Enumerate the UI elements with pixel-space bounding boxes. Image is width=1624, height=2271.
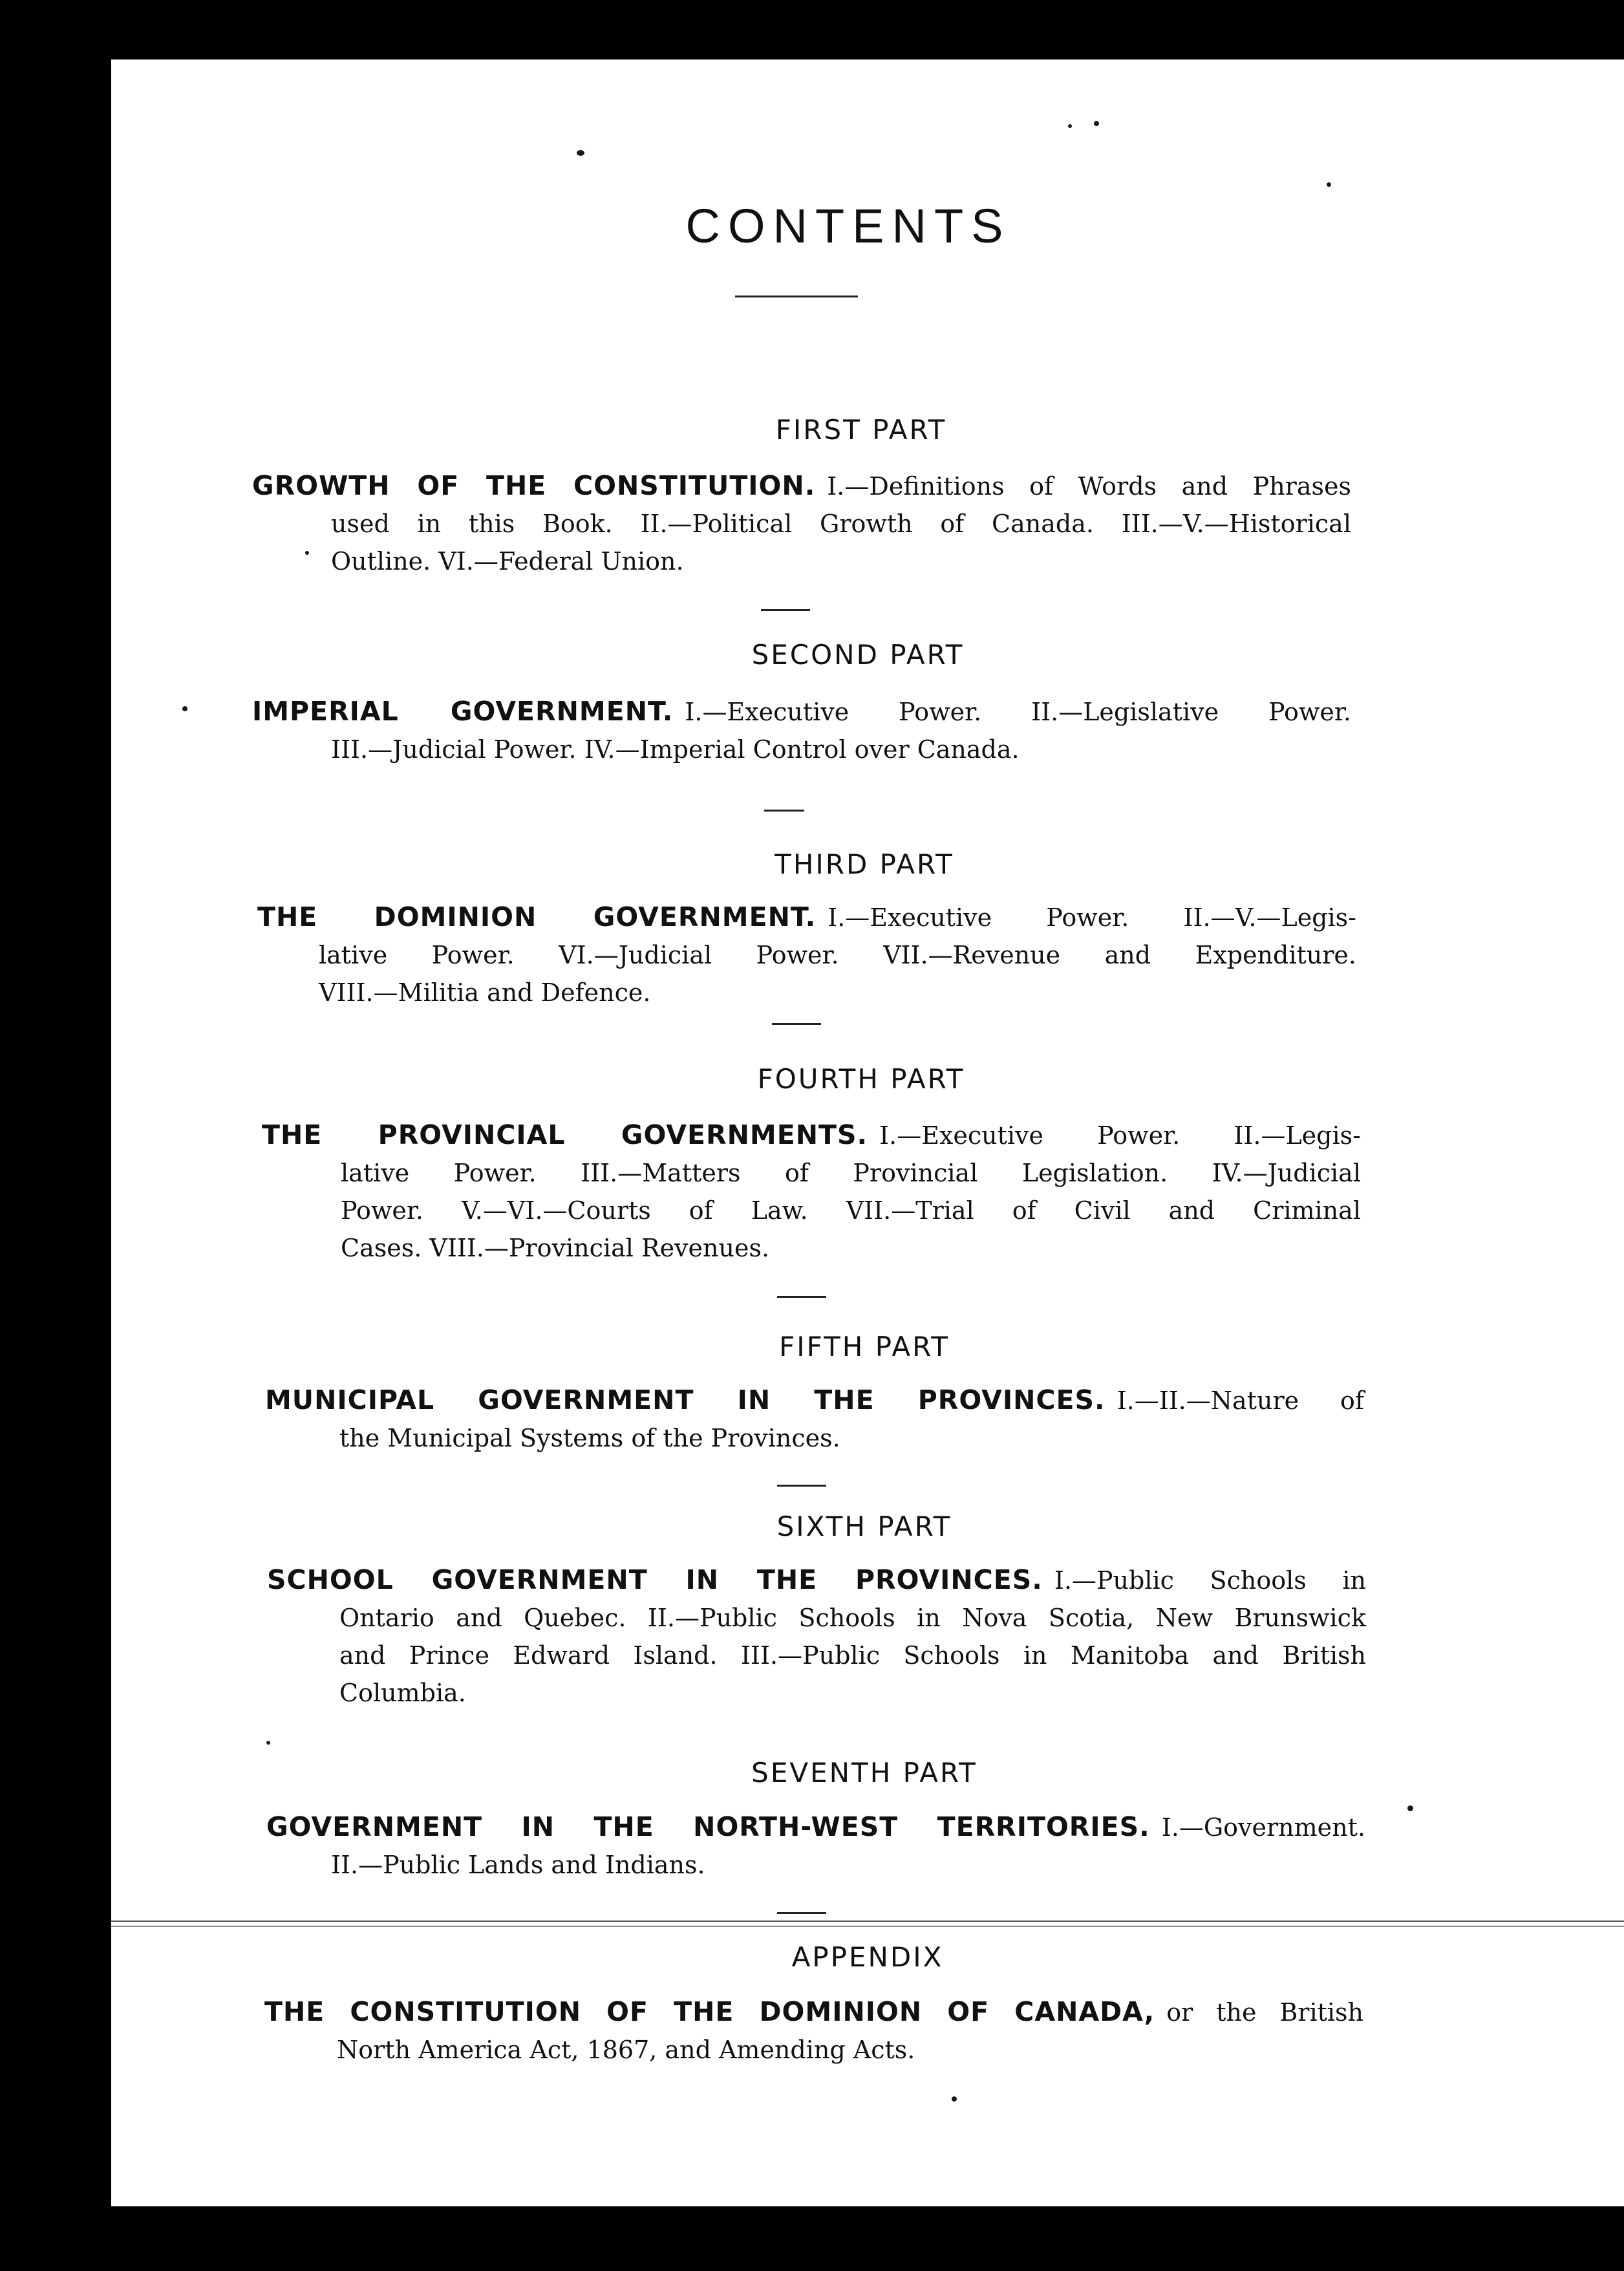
scan-speck — [952, 2096, 957, 2102]
scan-speck — [182, 706, 187, 711]
title-divider — [735, 296, 858, 297]
entry-first-line — [252, 467, 1351, 505]
entry-title: GROWTH OF THE CONSTITUTION. — [252, 470, 816, 501]
part-heading-first: FIRST PART — [775, 414, 947, 446]
part-entry-third — [257, 898, 1356, 1011]
entry-first-line — [257, 898, 1356, 936]
entry-line: Outline. VI.—Federal Union. — [331, 547, 684, 576]
section-divider — [761, 609, 810, 611]
entry-title: THE DOMINION GOVERNMENT. — [257, 901, 817, 932]
section-divider — [777, 1912, 826, 1914]
section-divider — [764, 810, 804, 812]
section-divider — [772, 1023, 821, 1025]
part-entry-seventh — [266, 1808, 1365, 1884]
entry-first-line — [252, 693, 1351, 731]
scan-speck — [577, 150, 584, 156]
entry-first-line — [265, 1381, 1364, 1419]
entry-line: Power. V.—VI.—Courts of Law. VII.—Trial of Civil and Criminal — [341, 1196, 1361, 1225]
scan-speck — [266, 1741, 270, 1745]
entry-text: or the British — [1166, 1998, 1363, 2027]
entry-text: I.—Executive Power. II.—V.—Legis- — [828, 903, 1356, 932]
part-heading-second: SECOND PART — [751, 639, 965, 671]
entry-line: Cases. VIII.—Provincial Revenues. — [341, 1234, 770, 1262]
part-entry-fourth — [262, 1116, 1361, 1267]
entry-line: lative Power. III.—Matters of Provincial Legislation. IV.—Judicial — [341, 1159, 1361, 1187]
entry-line: North America Act, 1867, and Amending Acts. — [337, 2036, 915, 2064]
part-entry-sixth — [267, 1561, 1366, 1712]
entry-title: IMPERIAL GOVERNMENT. — [252, 696, 674, 727]
entry-line: Columbia. — [339, 1679, 466, 1707]
part-heading-fourth: FOURTH PART — [757, 1063, 965, 1095]
part-heading-third: THIRD PART — [775, 848, 954, 880]
part-entry-fifth — [265, 1381, 1364, 1457]
scan-speck — [1094, 121, 1099, 126]
entry-line: used in this Book. II.—Political Growth of Canada. III.—V.—Historical — [331, 510, 1351, 538]
entry-title: THE CONSTITUTION OF THE DOMINION OF CANADA, — [264, 1996, 1155, 2027]
entry-text: I.—II.—Nature of — [1116, 1386, 1365, 1415]
entry-title: THE PROVINCIAL GOVERNMENTS. — [262, 1119, 868, 1150]
entry-line: Ontario and Quebec. II.—Public Schools in Nova Scotia, New Brunswick — [339, 1604, 1366, 1632]
part-entry-first — [252, 467, 1351, 580]
entry-line: II.—Public Lands and Indians. — [331, 1851, 705, 1879]
part-entry-appendix — [264, 1993, 1363, 2069]
entry-line: III.—Judicial Power. IV.—Imperial Control over Canada. — [331, 735, 1020, 764]
entry-text: I.—Executive Power. II.—Legis- — [879, 1121, 1361, 1150]
scan-fold-line — [111, 1921, 1624, 1927]
entry-text: I.—Government. — [1161, 1813, 1365, 1842]
entry-first-line — [266, 1808, 1365, 1846]
part-heading-appendix: APPENDIX — [791, 1941, 944, 1973]
part-heading-sixth: SIXTH PART — [776, 1511, 952, 1542]
part-heading-seventh: SEVENTH PART — [751, 1757, 978, 1789]
entry-title: MUNICIPAL GOVERNMENT IN THE PROVINCES. — [265, 1384, 1106, 1415]
section-divider — [777, 1296, 826, 1298]
part-entry-second — [252, 693, 1351, 768]
entry-line: VIII.—Militia and Defence. — [319, 978, 651, 1007]
scan-speck — [1327, 182, 1331, 187]
entry-text: I.—Definitions of Words and Phrases — [827, 472, 1351, 500]
entry-text: I.—Public Schools in — [1054, 1566, 1366, 1595]
entry-first-line — [264, 1993, 1363, 2031]
entry-first-line — [262, 1116, 1361, 1154]
section-divider — [777, 1485, 826, 1487]
entry-line: the Municipal Systems of the Provinces. — [339, 1424, 840, 1452]
scan-speck — [1068, 124, 1072, 128]
page-title: CONTENTS — [685, 199, 1011, 253]
entry-title: SCHOOL GOVERNMENT IN THE PROVINCES. — [267, 1564, 1043, 1595]
part-heading-fifth: FIFTH PART — [779, 1331, 950, 1362]
entry-text: I.—Executive Power. II.—Legislative Power. — [685, 698, 1351, 726]
paper-sheet — [111, 59, 1624, 2206]
entry-line: and Prince Edward Island. III.—Public Schools in Manitoba and British — [339, 1641, 1366, 1670]
entry-title: GOVERNMENT IN THE NORTH-WEST TERRITORIES. — [266, 1811, 1150, 1842]
scan-speck — [1407, 1805, 1413, 1811]
entry-first-line — [267, 1561, 1366, 1599]
entry-line: lative Power. VI.—Judicial Power. VII.—Revenue and Expenditure. — [319, 941, 1356, 969]
